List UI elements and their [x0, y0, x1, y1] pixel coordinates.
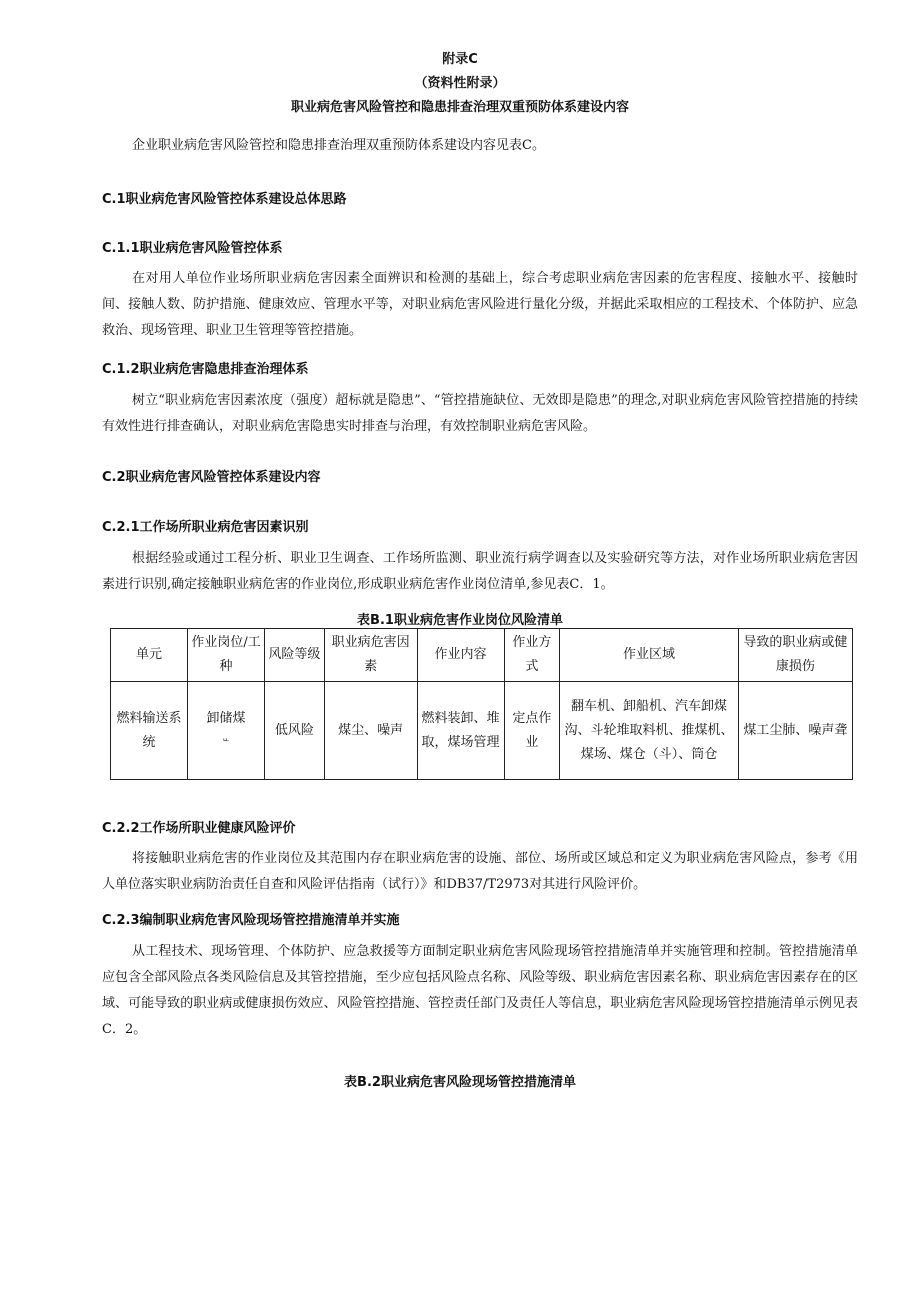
section-c23-text: 从工程技术、现场管理、个体防护、应急救援等方面制定职业病危害风险现场管控措施清单并实施管理和控制。管控措施清单应包含全部风险点各类风险信息及其管控措施，至少应包括风险点名称、风险等级、职业病危害因素名称、职业病危害因素存在的区域、可能导致的职业病或健康损伤效应、风险管控措施、管控责任部门及责任人等信息，职业病危害风险现场管控措施清单示例见表C．2。	[102, 944, 858, 1037]
table-header-row	[111, 629, 853, 682]
table-cell: 燃料装卸、堆取，煤场管理	[417, 682, 504, 780]
intro-paragraph: 企业职业病危害风险管控和隐患排查治理双重预防体系建设内容见表C。	[132, 138, 545, 153]
header-cell: 作业岗位/工种	[187, 629, 264, 682]
table-cell-mark: ᄔ	[221, 738, 231, 749]
table-cell: 煤工尘肺、噪声聋	[738, 682, 852, 780]
appendix-subtitle: （资料性附录）	[414, 76, 506, 91]
section-c22-text: 将接触职业病危害的作业岗位及其范围内存在职业病危害的设施、部位、场所或区域总和定义为职业病危害风险点，参考《用人单位落实职业病防治责任自查和风险评估指南（试行）》和DB37/T2973对其进行风险评价。	[102, 851, 858, 892]
header-cell: 作业方式	[504, 629, 560, 682]
section-c11-heading: C.1.1职业病危害风险管控体系	[102, 241, 283, 256]
table1-caption: 表B.1职业病危害作业岗位风险清单	[357, 613, 563, 628]
section-c23-heading: C.2.3编制职业病危害风险现场管控措施清单并实施	[102, 913, 400, 928]
table-cell: 煤尘、噪声	[324, 682, 417, 780]
table-row	[111, 682, 853, 780]
section-c11-text: 在对用人单位作业场所职业病危害因素全面辨识和检测的基础上，综合考虑职业病危害因素的危害程度、接触水平、接触时间、接触人数、防护措施、健康效应、管理水平等，对职业病危害风险进行量化分级，并据此采取相应的工程技术、个体防护、应急救治、现场管理、职业卫生管理等管控措施。	[102, 271, 858, 338]
header-cell: 单元	[111, 629, 188, 682]
table-cell	[187, 682, 264, 780]
table-cell: 低风险	[265, 682, 325, 780]
section-c1-heading: C.1职业病危害风险管控体系建设总体思路	[102, 192, 347, 207]
table-cell: 定点作业	[504, 682, 560, 780]
table-cell-text: 卸储煤	[206, 710, 246, 726]
appendix-title: 附录C	[442, 52, 478, 67]
header-cell: 风险等级	[265, 629, 325, 682]
section-c21-heading: C.2.1工作场所职业病危害因素识别	[102, 520, 309, 535]
section-c21-text: 根据经验或通过工程分析、职业卫生调查、工作场所监测、职业流行病学调查以及实验研究等方法，对作业场所职业病危害因素进行识别,确定接触职业病危害的作业岗位,形成职业病危害作业岗位清单,参见表C．1。	[102, 551, 858, 592]
table1	[110, 628, 853, 780]
table-cell: 燃料输送系统	[111, 682, 188, 780]
header-cell: 职业病危害因素	[324, 629, 417, 682]
section-c12-heading: C.1.2职业病危害隐患排查治理体系	[102, 362, 309, 377]
table-cell: 翻车机、卸船机、汽车卸煤沟、斗轮堆取料机、推煤机、煤场、煤仓（斗）、筒仓	[560, 682, 739, 780]
header-cell: 作业区域	[560, 629, 739, 682]
section-c22-heading: C.2.2工作场所职业健康风险评价	[102, 821, 296, 836]
table2-caption: 表B.2职业病危害风险现场管控措施清单	[344, 1075, 576, 1090]
appendix-heading: 职业病危害风险管控和隐患排查治理双重预防体系建设内容	[290, 100, 629, 115]
section-c2-heading: C.2职业病危害风险管控体系建设内容	[102, 470, 321, 485]
section-c12-text: 树立“职业病危害因素浓度（强度）超标就是隐患”、“管控措施缺位、无效即是隐患”的理念,对职业病危害风险管控措施的持续有效性进行排查确认，对职业病危害隐患实时排查与治理，有效控制职业病危害风险。	[102, 393, 858, 434]
header-cell: 作业内容	[417, 629, 504, 682]
header-cell: 导致的职业病或健康损伤	[738, 629, 852, 682]
